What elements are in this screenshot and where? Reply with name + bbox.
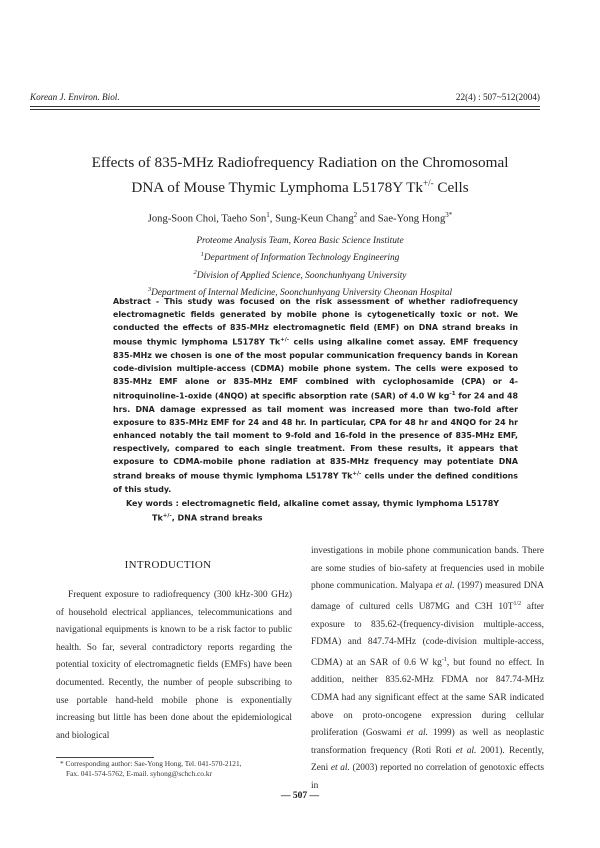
- intro-left-column: [56, 587, 292, 745]
- author-list: Jong-Soon Choi, Taeho Son$^1$, Sung-Keun Chang$^2$ and Sae-Yong Hong$^{3*}$: [147, 211, 453, 225]
- page-number: — 507 —: [281, 791, 319, 801]
- section-heading-introduction: INTRODUCTION: [124, 559, 212, 571]
- title-line-2: DNA of Mouse Thymic Lymphoma L5178Y Tk+/- Cells: [131, 178, 469, 197]
- journal-citation: 22(4) : 507~512(2004): [455, 92, 540, 102]
- journal-name: Korean J. Environ. Biol.: [30, 92, 120, 102]
- keywords-line-1: Key words : electromagnetic field, alkaline comet assay, thymic lymphoma L5178Y: [126, 499, 500, 508]
- running-header: [30, 92, 540, 102]
- affiliation-0: Proteome Analysis Team, Korea Basic Science Institute: [196, 236, 404, 246]
- affiliation-2: $^2$Division of Applied Science, Soonchunhyang University: [193, 268, 407, 281]
- affiliation-3: $^3$Department of Internal Medicine, Soonchunhyang University Cheonan Hospital: [147, 285, 453, 298]
- corresponding-author-footnote: [60, 759, 300, 779]
- abstract: Abstract - This study was focused on the risk assessment of whether radiofrequency electromagnetic fields generated by mobile phone is cytogenetically toxic or not. We conducted the effects of 835-MHz electromagnetic field (EMF) on DNA strand breaks in mouse thymic lymphoma L5178Y Tk+/- cells using alkaline comet assay. EMF frequency 835-MHz we chosen is one of the most popular communication frequency bands in Korean code-division multiple-access (CDMA) mobile phone system. The cells were exposed to 835-MHz EMF alone or 835-MHz EMF combined with cyclophosamide (CPA) or 4-nitroquinoline-1-oxide (4NQO) at specific absorption rate (SAR) of 4.0 W $kg^{-1}$ for 24 and 48 hrs. DNA damage expressed as tail moment was increased more than two-fold after exposure to 835-MHz EMF for 24 and 48 hr. In particular, CPA for 48 hr and 4NQO for 24 hr enhanced notably the tail moment to 9-fold and 16-fold in the presence of 835-MHz EMF, respectively, compared to each single treatment. From these results, it appears that exposure to CDMA-mobile phone radiation at 835-MHz frequency may potentiate DNA strand breaks of mouse thymic lymphoma L5178Y Tk+/- cells under the defined conditions of this study.: [113, 297, 519, 495]
- affiliation-1: $^1$Department of Information Technology Engineering: [200, 251, 400, 264]
- header-rule: [30, 106, 540, 107]
- title-superscript: +/-: [423, 178, 434, 188]
- footnote-line-2: Fax. 041-574-5762, E-mail. syhong@schch.co.kr: [66, 769, 212, 778]
- header-rule-thin: [30, 109, 540, 110]
- intro-paragraph-1: Frequent exposure to radiofrequency (300 kHz-300 GHz) of household electrical appliances, telecommunications and navigational equipments is known to be a risk factor to public health. So far, several contradictory reports regarding the potential toxicity of electromagnetic fields (EMFs) have been documented. Recently, the number of people subscribing to use portable hand-held mobile phone is exponentially increasing but little has been done about the epidemiological and biological: [56, 590, 292, 741]
- footnote-rule: [56, 757, 154, 758]
- intro-paragraph-2: investigations in mobile phone communication bands. There are some studies of bio-safety at frequencies used in mobile phone communication. Malyapa et al. (1997) measured DNA damage of cultured cells U87MG and C3H $10T^{1/2}$ after exposure to 835.62-(frequency-division multiple-access, FDMA) and 847.74-MHz (code-division multiple-access, CDMA) at an SAR of 0.6 W $kg^{-1}$, but found no effect. In addition, neither 835.62-MHz FDMA nor 847.74-MHz CDMA had any significant effect at the same SAR indicated above on proto-oncogene expression during cellular proliferation (Goswami et al. 1999) as well as neoplastic transformation frequency (Roti Roti et al. 2001). Recently, Zeni et al. (2003) reported no correlation of genotoxic effects in: [311, 546, 545, 791]
- keywords-line-2: Tk+/-, DNA strand breaks: [152, 513, 263, 523]
- title-line-1: Effects of 835-MHz Radiofrequency Radiation on the Chromosomal: [91, 154, 509, 171]
- footnote-line-1: * Corresponding author: Sae-Yong Hong, Tel. 041-570-2121,: [60, 759, 242, 768]
- paper-title: [40, 152, 560, 198]
- intro-right-column: [311, 543, 544, 796]
- affiliations: [30, 235, 570, 300]
- keywords: [126, 497, 526, 525]
